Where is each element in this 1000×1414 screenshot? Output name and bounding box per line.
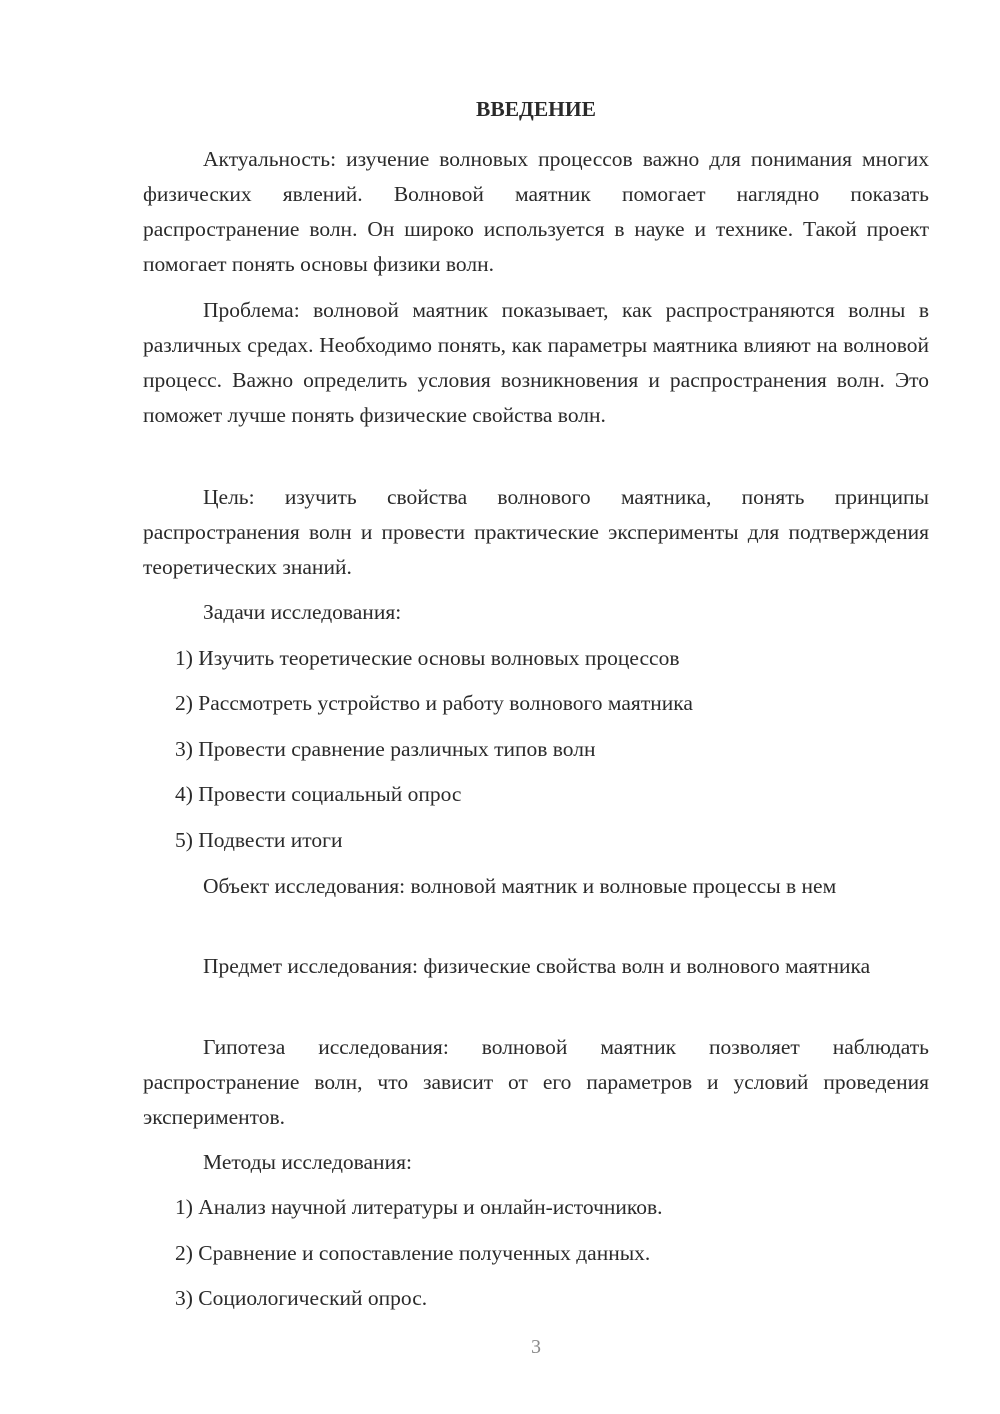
task-item: 1) Изучить теоретические основы волновых процессов <box>175 646 680 670</box>
method-item: 2) Сравнение и сопоставление полученных данных. <box>175 1241 651 1265</box>
problem-paragraph: Проблема: волновой маятник показывает, как распространяются волны в различных средах. Необходимо понять, как параметры маятника влияют на волновой процесс. Важно определить условия возникновения и распространения волн. Это поможет лучше понять физические свойства волн. <box>143 298 929 427</box>
relevance-paragraph: Актуальность: изучение волновых процессов важно для понимания многих физических явлений. Волновой маятник помогает наглядно показать распространение волн. Он широко используется в науке и технике. Такой проект помогает понять основы физики волн. <box>143 147 929 276</box>
task-item: 3) Провести сравнение различных типов волн <box>175 737 596 761</box>
method-item: 3) Социологический опрос. <box>175 1286 428 1310</box>
task-item: 5) Подвести итоги <box>175 828 343 852</box>
tasks-heading: Задачи исследования: <box>203 600 402 624</box>
methods-heading: Методы исследования: <box>203 1150 412 1174</box>
object-paragraph: Объект исследования: волновой маятник и волновые процессы в нем <box>203 874 837 898</box>
subject-paragraph: Предмет исследования: физические свойства волн и волнового маятника <box>203 954 871 978</box>
hypothesis-paragraph: Гипотеза исследования: волновой маятник позволяет наблюдать распространение волн, что зависит от его параметров и условий проведения экспериментов. <box>143 1035 929 1129</box>
page-number: 3 <box>531 1336 541 1358</box>
task-item: 4) Провести социальный опрос <box>175 782 462 806</box>
page-title: ВВЕДЕНИЕ <box>476 97 596 121</box>
goal-paragraph: Цель: изучить свойства волнового маятника, понять принципы распространения волн и провести практические эксперименты для подтверждения теоретических знаний. <box>143 485 929 579</box>
method-item: 1) Анализ научной литературы и онлайн-источников. <box>175 1195 663 1219</box>
task-item: 2) Рассмотреть устройство и работу волнового маятника <box>175 691 693 715</box>
